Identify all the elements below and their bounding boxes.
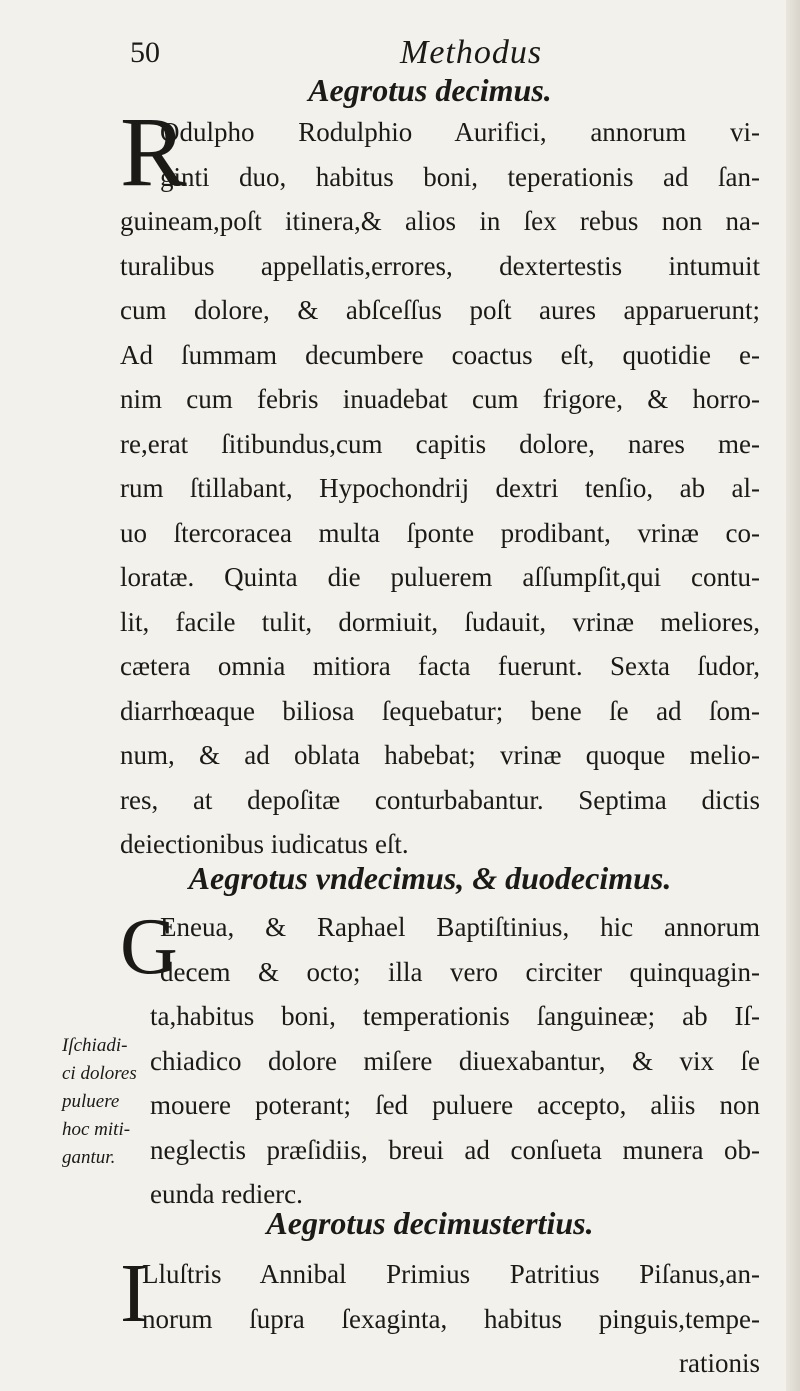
text-line: nim cum febris inuadebat cum frigore, & horro- [120, 384, 760, 414]
text-line: Lluſtris Annibal Primius Patritius Piſanus,an- [142, 1259, 760, 1289]
marginal-note-line: ci dolores [62, 1063, 137, 1084]
text-line: num, & ad oblata habebat; vrinæ quoque melio- [120, 740, 760, 770]
marginal-note-line: Iſchiadi- [62, 1035, 128, 1056]
case-11-12-heading: Aegrotus vndecimus, & duodecimus. [188, 860, 672, 896]
text-line: res, at depoſitæ conturbabantur. Septima dictis [120, 784, 760, 815]
marginal-note [62, 1032, 158, 1172]
case-10-paragraph [120, 96, 760, 867]
text-line: Ad ſummam decumbere coactus eſt, quotidie e- [120, 339, 760, 370]
text-line: Eneua, & Raphael Baptiſtinius, hic annorum [160, 912, 760, 942]
text-line: mouere poterant; ſed puluere accepto, aliis non [150, 1090, 760, 1120]
case-13-heading: Aegrotus decimustertius. [266, 1205, 594, 1241]
text-line: ta,habitus boni, temperationis ſanguineæ; ab Iſ- [150, 1001, 760, 1031]
text-line: chiadico dolore miſere diuexabantur, & vix ſe [150, 1045, 760, 1076]
marginal-note-line: puluere [62, 1091, 120, 1112]
text-line: lit, facile tulit, dormiuit, ſudauit, vrinæ meliores, [120, 606, 760, 637]
text-line: Odulpho Rodulphio Aurifici, annorum vi- [160, 117, 760, 147]
catchword: rationis [679, 1348, 760, 1378]
text-line: ginti duo, habitus boni, teperationis ad ſan- [160, 161, 760, 192]
text-line: turalibus appellatis,errores, dextertestis intumuit [120, 250, 760, 281]
page-header [130, 36, 740, 76]
drop-cap: I [120, 1247, 148, 1340]
text-line: eunda redierc. [150, 1179, 303, 1209]
text-line: guineam,poſt itinera,& alios in ſex rebus non na- [120, 206, 760, 236]
text-line: decem & octo; illa vero circiter quinquagin- [160, 956, 760, 987]
text-line: loratæ. Quinta die puluerem aſſumpſit,qui contu- [120, 562, 760, 592]
text-line: cum dolore, & abſceſſus poſt aures apparuerunt; [120, 295, 760, 325]
text-line: neglectis præſidiis, breui ad conſueta munera ob- [150, 1134, 760, 1165]
text-line: rum ſtillabant, Hypochondrij dextri tenſio, ab al- [120, 473, 760, 503]
case-13-paragraph [120, 1247, 760, 1386]
text-line: cætera omnia mitiora facta fuerunt. Sexta ſudor, [120, 651, 760, 681]
text-line: uo ſtercoracea multa ſponte prodibant, vrinæ co- [120, 517, 760, 548]
marginal-note-line: hoc miti- [62, 1119, 131, 1140]
text-line: norum ſupra ſexaginta, habitus pinguis,tempe- [142, 1303, 760, 1334]
running-title: Methodus [400, 34, 543, 71]
text-line: diarrhœaque biliosa ſequebatur; bene ſe ad ſom- [120, 695, 760, 726]
text-line: deiectionibus iudicatus eſt. [120, 829, 409, 859]
drop-cap: G [120, 903, 178, 991]
case-11-12-paragraph [120, 903, 760, 1217]
drop-cap: R [120, 96, 187, 207]
page-number: 50 [130, 36, 160, 69]
page-edge [786, 0, 800, 1391]
text-line: re,erat ſitibundus,cum capitis dolore, nares me- [120, 428, 760, 459]
case-10-heading: Aegrotus decimus. [308, 72, 552, 108]
marginal-note-line: gantur. [62, 1147, 116, 1168]
